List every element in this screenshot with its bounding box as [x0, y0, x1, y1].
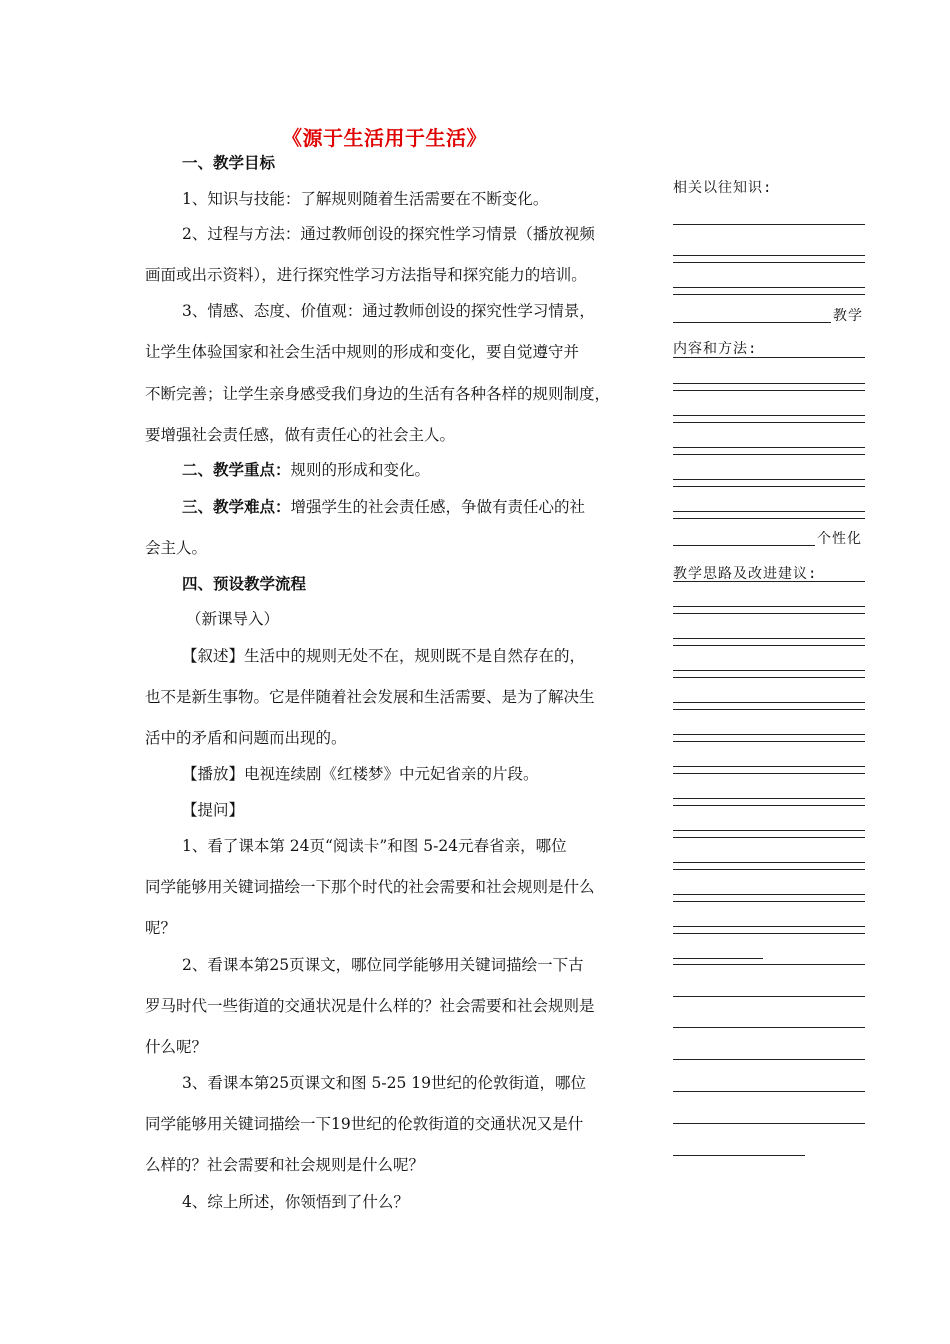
content-method-label: 内容和方法: [673, 341, 758, 357]
note-line [673, 645, 865, 646]
note-line [673, 357, 865, 358]
paragraph-line: （新课导入） [186, 610, 280, 628]
note-line [673, 518, 865, 519]
note-line [673, 447, 865, 448]
paragraph-line: 3、情感、态度、价值观：通过教师创设的探究性学习情景， [182, 302, 595, 320]
key-point-label: 二、教学重点： [182, 461, 291, 479]
note-line [673, 1091, 865, 1092]
paragraph-line: 画面或出示资料），进行探究性学习方法指导和探究能力的培训。 [145, 266, 587, 284]
note-line [673, 287, 865, 288]
improvement-label: 教学思路及改进建议: [673, 566, 818, 582]
note-line [673, 294, 865, 295]
note-line [673, 390, 865, 391]
note-line [673, 511, 865, 512]
paragraph-line: 会主人。 [145, 539, 208, 557]
note-line [673, 224, 865, 225]
paragraph-line: 【播放】电视连续剧《红楼梦》中元妃省亲的片段。 [182, 765, 539, 783]
note-line [673, 933, 865, 934]
note-line [673, 545, 815, 546]
note-line [673, 901, 865, 902]
paragraph-line: 也不是新生事物。它是伴随着社会发展和生活需要、是为了解决生 [145, 688, 595, 706]
note-line [673, 581, 865, 582]
paragraph-line: 【叙述】生活中的规则无处不在，规则既不是自然存在的， [182, 647, 586, 665]
paragraph-line: 3、看课本第25页课文和图 5-25 19世纪的伦敦街道，哪位 [182, 1074, 586, 1092]
document-title: 《源于生活用于生活》 [282, 126, 487, 150]
note-line [673, 964, 865, 965]
note-line [673, 415, 865, 416]
paragraph-line: 2、看课本第25页课文，哪位同学能够用关键词描绘一下古 [182, 956, 584, 974]
paragraph-line: 同学能够用关键词描绘一下那个时代的社会需要和社会规则是什么 [145, 878, 595, 896]
paragraph-line: 4、综上所述，你领悟到了什么？ [182, 1193, 409, 1211]
note-line [673, 741, 865, 742]
note-line [673, 479, 865, 480]
paragraph-line: 罗马时代一些街道的交通状况是什么样的？社会需要和社会规则是 [145, 997, 595, 1015]
note-line [673, 805, 865, 806]
note-line [673, 773, 865, 774]
note-line [673, 1123, 865, 1124]
note-line [673, 1155, 805, 1156]
teaching-label-tail: 教学 [833, 308, 863, 324]
note-line [673, 869, 865, 870]
note-line [673, 830, 865, 831]
section-heading-flow: 四、预设教学流程 [182, 575, 307, 593]
note-line [673, 958, 763, 959]
note-line [673, 454, 865, 455]
paragraph-line: 活中的矛盾和问题而出现的。 [145, 729, 347, 747]
note-line [673, 926, 865, 927]
note-line [673, 255, 865, 256]
paragraph-line: 【提问】 [182, 801, 245, 819]
note-line [673, 606, 865, 607]
paragraph-line: 要增强社会责任感，做有责任心的社会主人。 [145, 426, 456, 444]
note-line [673, 262, 865, 263]
note-line [673, 677, 865, 678]
paragraph-line: 1、看了课本第 24页“阅读卡”和图 5-24元春省亲，哪位 [182, 837, 567, 855]
paragraph-line: 同学能够用关键词描绘一下19世纪的伦敦街道的交通状况又是什 [145, 1115, 584, 1133]
difficulty-text: 增强学生的社会责任感，争做有责任心的社 [290, 498, 586, 516]
note-line [673, 613, 865, 614]
paragraph-line: 不断完善；让学生亲身感受我们身边的生活有各种各样的规则制度， [145, 385, 611, 403]
note-line [673, 837, 865, 838]
note-line [673, 1059, 865, 1060]
paragraph-line: 么样的？社会需要和社会规则是什么呢？ [145, 1156, 425, 1174]
note-line [673, 996, 865, 997]
paragraph-line: 让学生体验国家和社会生活中规则的形成和变化，要自觉遵守并 [145, 343, 580, 361]
paragraph-line: 呢？ [145, 919, 177, 937]
key-point-text: 规则的形成和变化。 [290, 461, 431, 479]
note-line [673, 798, 865, 799]
note-line [673, 1027, 865, 1028]
note-line [673, 862, 865, 863]
note-line [673, 734, 865, 735]
paragraph-line: 2、过程与方法：通过教师创设的探究性学习情景（播放视频 [182, 225, 595, 243]
note-line [673, 702, 865, 703]
paragraph-line: 什么呢？ [145, 1038, 208, 1056]
note-line [673, 422, 865, 423]
note-line [673, 322, 831, 323]
note-line [673, 486, 865, 487]
difficulty-label: 三、教学难点： [182, 498, 291, 516]
note-line [673, 709, 865, 710]
note-line [673, 383, 865, 384]
paragraph-line: 1、知识与技能：了解规则随着生活需要在不断变化。 [182, 190, 549, 208]
difficulty-line [182, 497, 585, 517]
note-line [673, 894, 865, 895]
personalized-label-tail: 个性化 [817, 531, 862, 547]
note-line [673, 670, 865, 671]
note-line [673, 766, 865, 767]
prior-knowledge-label: 相关以往知识: [673, 180, 773, 196]
note-line [673, 638, 865, 639]
key-point-line [182, 460, 430, 480]
section-heading-goals: 一、教学目标 [182, 154, 276, 172]
